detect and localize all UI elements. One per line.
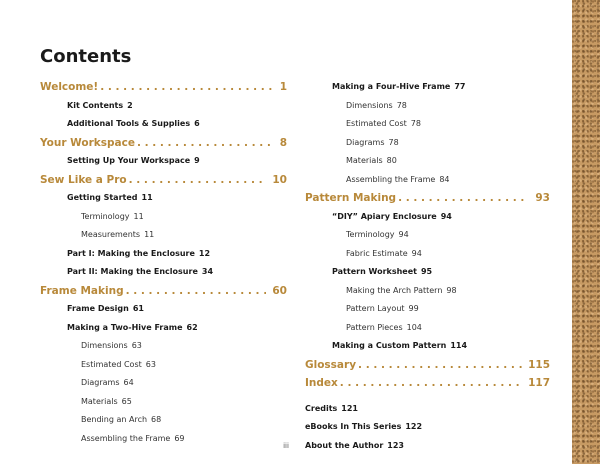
toc-entry-label: Pattern Making — [305, 192, 397, 204]
toc-entry[interactable] — [305, 337, 550, 356]
toc-entry-label: Making a Custom Pattern — [332, 341, 447, 350]
toc-entry[interactable] — [40, 356, 287, 375]
toc-entry[interactable] — [40, 208, 287, 227]
toc-entry-label: Assembling the Frame — [346, 174, 436, 184]
toc-entry[interactable] — [305, 263, 550, 282]
toc-entry[interactable] — [305, 245, 550, 264]
cork-border — [572, 0, 600, 464]
toc-entry[interactable] — [305, 134, 550, 153]
toc-page-number: 77 — [454, 82, 466, 91]
toc-page-number: 78 — [396, 100, 407, 110]
toc-entry[interactable] — [40, 115, 287, 134]
toc-page-number: 99 — [408, 304, 419, 313]
toc-entry[interactable] — [40, 245, 287, 264]
toc-page-number: 78 — [410, 119, 421, 128]
toc-entry[interactable] — [305, 208, 550, 227]
toc-entry[interactable] — [40, 226, 287, 245]
toc-entry-label: Part I: Making the Enclosure — [67, 248, 195, 258]
toc-page-number: 94 — [411, 248, 422, 258]
toc-page-number: 61 — [132, 304, 144, 313]
toc-entry-label: Dimensions — [346, 100, 393, 110]
toc-section-entry[interactable] — [40, 282, 287, 301]
toc-entry-label: Terminology — [346, 230, 395, 239]
toc-entry-label: Part II: Making the Enclosure — [67, 267, 198, 276]
toc-entry-label: Setting Up Your Workspace — [67, 156, 191, 165]
toc-left-column — [40, 78, 287, 448]
toc-page-number: 6 — [194, 119, 200, 128]
toc-section-entry[interactable] — [305, 356, 550, 375]
toc-entry[interactable] — [305, 319, 550, 338]
toc-entry[interactable] — [305, 115, 550, 134]
toc-entry[interactable] — [305, 171, 550, 190]
toc-entry[interactable] — [305, 152, 550, 171]
toc-page-number: 63 — [131, 341, 142, 350]
page-number: iii — [283, 442, 289, 450]
toc-leader-dots — [126, 282, 267, 301]
toc-entry-label: Sew Like a Pro — [40, 173, 127, 186]
toc-entry-label: Index — [305, 377, 338, 389]
toc-spacer — [305, 393, 550, 400]
toc-entry-label: Credits — [305, 403, 338, 413]
toc-page-number: 11 — [144, 230, 155, 239]
toc-entry[interactable] — [40, 393, 287, 412]
toc-entry-label: Making the Arch Pattern — [346, 285, 443, 295]
toc-page-number: 84 — [439, 174, 450, 184]
toc-entry-label: Glossary — [305, 358, 357, 371]
toc-entry[interactable] — [40, 337, 287, 356]
toc-entry-label: eBooks In This Series — [305, 422, 402, 431]
toc-leader-dots — [137, 134, 274, 153]
toc-entry-label: Diagrams — [346, 137, 385, 147]
toc-entry[interactable] — [305, 418, 550, 437]
toc-section-entry[interactable] — [40, 171, 287, 190]
toc-page-number: 93 — [535, 192, 550, 204]
toc-page-number: 94 — [398, 230, 409, 239]
toc-page-number: 12 — [198, 248, 211, 258]
toc-section-entry[interactable] — [305, 189, 550, 208]
toc-page-number: 104 — [406, 322, 422, 332]
toc-entry-label: Materials — [81, 396, 118, 406]
page-title: Contents — [40, 46, 132, 67]
toc-entry-label: Bending an Arch — [81, 415, 148, 424]
toc-entry[interactable] — [40, 374, 287, 393]
toc-leader-dots — [129, 171, 267, 190]
toc-page-number: 80 — [386, 156, 397, 165]
toc-page-number: 114 — [450, 341, 468, 350]
toc-entry-label: Making a Two-Hive Frame — [67, 322, 183, 332]
toc-leader-dots — [100, 78, 273, 97]
toc-page-number: 9 — [194, 156, 200, 165]
toc-entry[interactable] — [305, 97, 550, 116]
toc-page-number: 63 — [145, 359, 156, 369]
toc-section-entry[interactable] — [40, 78, 287, 97]
toc-page-number: 123 — [387, 440, 404, 450]
toc-section-entry[interactable] — [40, 134, 287, 153]
toc-entry[interactable] — [305, 226, 550, 245]
toc-page-number: 10 — [272, 173, 287, 186]
toc-entry-label: Kit Contents — [67, 100, 124, 110]
toc-page-number: 11 — [141, 193, 153, 202]
toc-leader-dots — [340, 374, 522, 393]
toc-entry[interactable] — [40, 263, 287, 282]
toc-entry-label: Estimated Cost — [81, 359, 142, 369]
toc-entry[interactable] — [40, 152, 287, 171]
toc-entry-label: Welcome! — [40, 81, 99, 93]
toc-entry-label: “DIY” Apiary Enclosure — [332, 211, 437, 221]
toc-page-number: 11 — [133, 211, 144, 221]
toc-entry-label: Diagrams — [81, 378, 120, 387]
toc-entry[interactable] — [305, 282, 550, 301]
toc-leader-dots — [358, 356, 522, 375]
toc-page-number: 98 — [446, 285, 457, 295]
toc-page-number: 64 — [123, 378, 134, 387]
toc-entry-label: Assembling the Frame — [81, 433, 171, 443]
toc-page-number: 95 — [420, 267, 433, 276]
toc-entry-label: Measurements — [81, 230, 141, 239]
toc-entry-label: Frame Design — [67, 304, 129, 313]
toc-page-number: 68 — [151, 415, 162, 424]
toc-page-number: 8 — [279, 136, 287, 149]
toc-entry-label: Estimated Cost — [346, 119, 407, 128]
toc-section-entry[interactable] — [305, 374, 550, 393]
toc-entry-label: Pattern Worksheet — [332, 267, 417, 276]
toc-entry-label: Fabric Estimate — [346, 248, 408, 258]
toc-page-number: 122 — [405, 422, 423, 431]
toc-entry[interactable] — [40, 319, 287, 338]
toc-entry[interactable] — [40, 189, 287, 208]
toc-entry-label: Pattern Pieces — [346, 322, 403, 332]
toc-page-number: 115 — [528, 358, 550, 371]
toc-entry-label: Making a Four-Hive Frame — [332, 82, 451, 91]
toc-entry-label: About the Author — [305, 440, 384, 450]
toc-entry[interactable] — [305, 400, 550, 419]
toc-entry[interactable] — [40, 411, 287, 430]
toc-entry[interactable] — [40, 300, 287, 319]
toc-page-number: 121 — [341, 403, 358, 413]
toc-entry[interactable] — [40, 97, 287, 116]
toc-entry[interactable] — [305, 300, 550, 319]
toc-entry-label: Your Workspace — [40, 136, 135, 149]
toc-leader-dots — [398, 189, 529, 208]
toc-page-number: 34 — [201, 267, 214, 276]
toc-page-number: 62 — [186, 322, 198, 332]
toc-page-number: 2 — [127, 100, 133, 110]
toc-entry[interactable] — [305, 78, 550, 97]
toc-entry-label: Materials — [346, 156, 383, 165]
toc-entry-label: Additional Tools & Supplies — [67, 119, 191, 128]
toc-page-number: 117 — [528, 377, 550, 389]
toc-page-number: 65 — [121, 396, 132, 406]
toc-entry-label: Getting Started — [67, 193, 138, 202]
toc-entry-label: Frame Making — [40, 284, 124, 297]
toc-page-number: 78 — [388, 137, 399, 147]
toc-page-number: 1 — [279, 81, 287, 93]
toc-page-number: 69 — [174, 433, 185, 443]
toc-right-column — [305, 78, 550, 455]
toc-page-number: 94 — [440, 211, 452, 221]
toc-entry-label: Pattern Layout — [346, 304, 405, 313]
toc-page-number: 60 — [272, 284, 287, 297]
toc-entry-label: Dimensions — [81, 341, 128, 350]
toc-entry-label: Terminology — [81, 211, 130, 221]
